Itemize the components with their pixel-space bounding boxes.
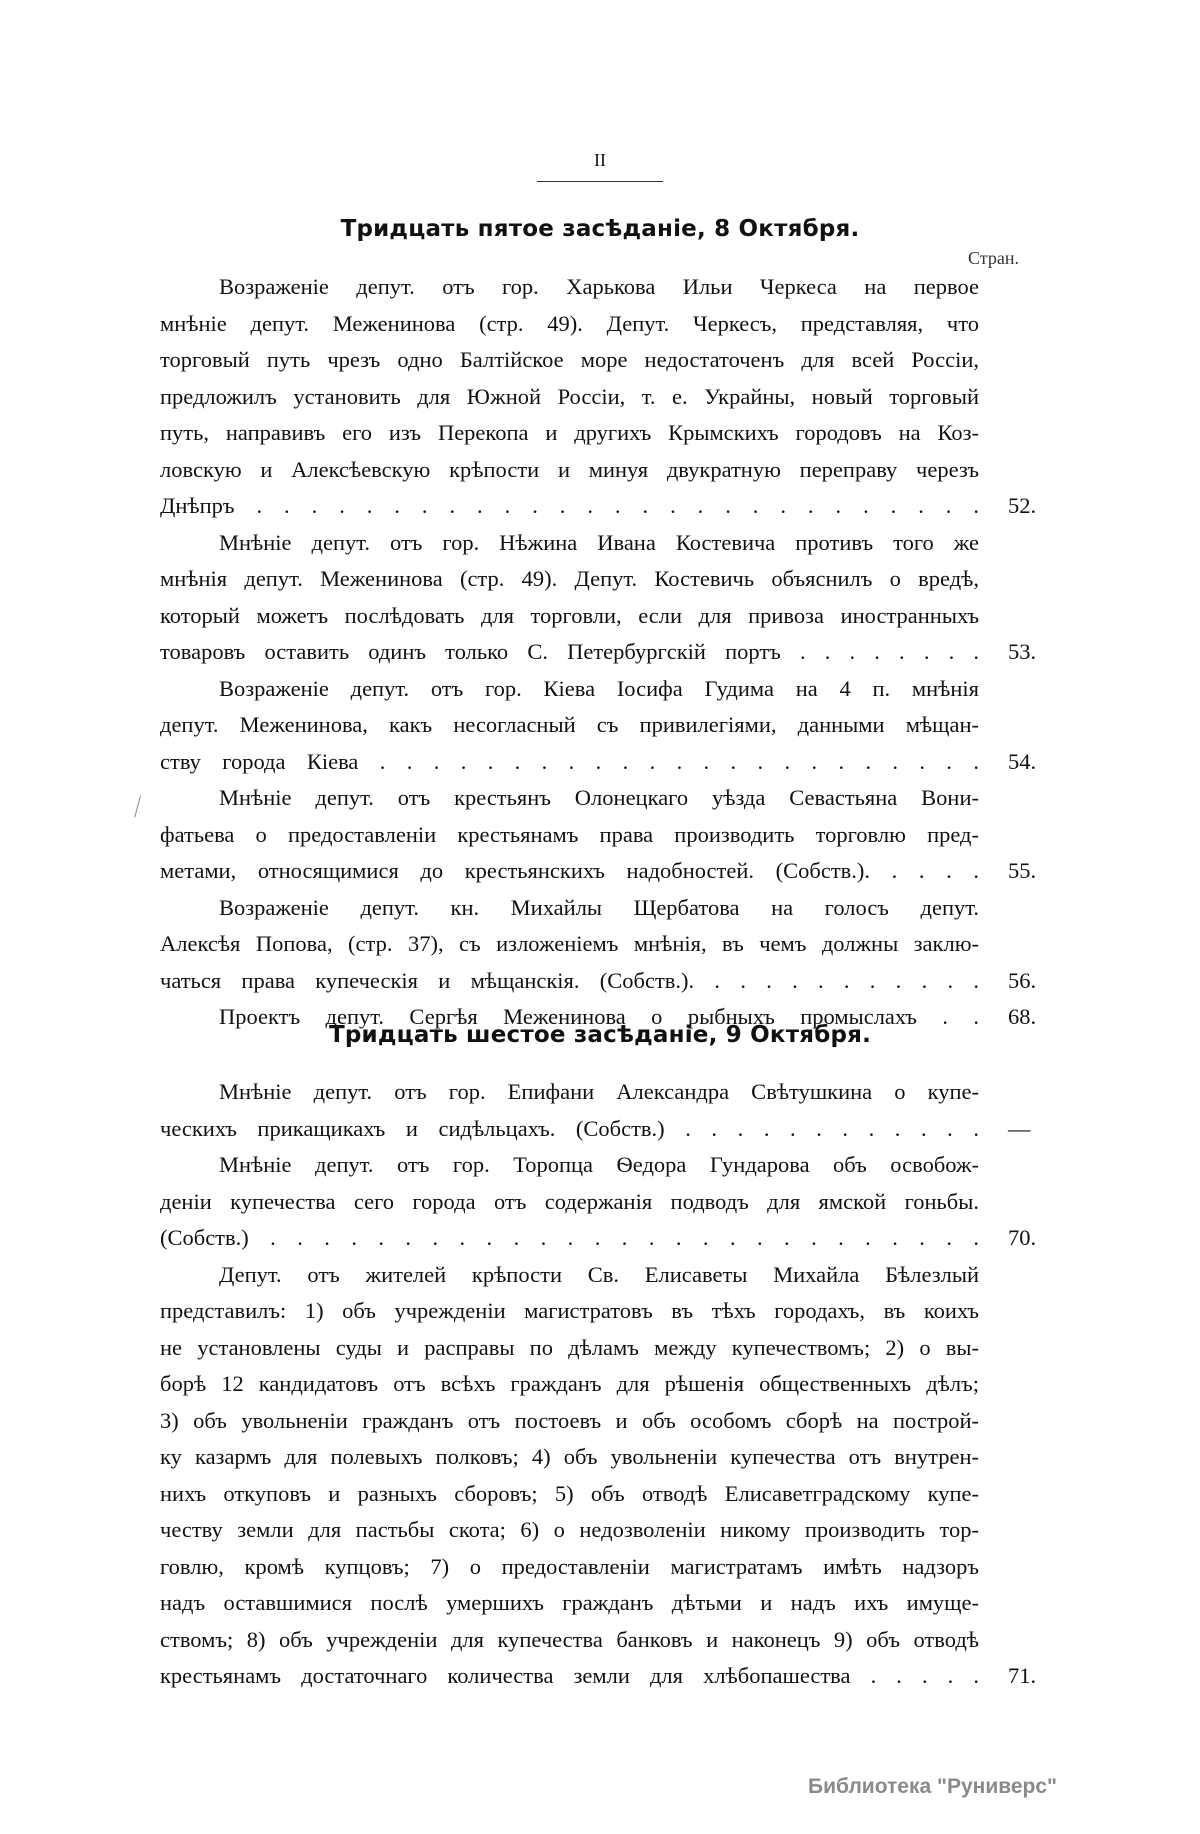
entry-text-line: фатьева о предоставленіи крестьянамъ права производить торговлю пред- (160, 821, 979, 847)
toc-entry (160, 269, 1037, 525)
entry-page-number: 68. (1008, 1004, 1037, 1029)
entry-text-line: Алексѣя Попова, (стр. 37), съ изложеніемъ мнѣнія, въ чемъ должны заклю- (160, 931, 979, 956)
page-number: II (594, 150, 606, 170)
entry-page-number: 56. (1008, 967, 1037, 993)
entry-text-line: (Собств.) . . . . . . . . . . . . . . . . . . . . . . . . . . . (160, 1225, 979, 1250)
entry-text-line: Мнѣніе депут. отъ крестьянъ Олонецкаго уѣзда Севастьяна Вони- (219, 785, 979, 810)
entry-text-line: 3) объ увольненіи гражданъ отъ постоевъ и объ особомъ сборѣ на построй- (160, 1407, 979, 1433)
library-watermark: Библиотека "Руниверс" (808, 1775, 1058, 1798)
toc-entry (160, 1147, 1037, 1257)
toc-entry (160, 671, 1037, 781)
entry-text-line: Мнѣніе депут. отъ гор. Торопца Ѳедора Гундарова объ освобож- (219, 1152, 979, 1177)
entry-text-line: ству города Кіева . . . . . . . . . . . . . . . . . . . . . . . (160, 748, 979, 774)
entry-text-line: надъ оставшимися послѣ умершихъ гражданъ дѣтьми и надъ ихъ имуще- (160, 1590, 979, 1615)
toc-entry (160, 1257, 1037, 1695)
entry-text-line: предложилъ установить для Южной Россіи, т. е. Украйны, новый торговый (160, 383, 979, 409)
entry-text-line: крестьянамъ достаточнаго количества земли для хлѣбопашества . . . . . (160, 1663, 979, 1688)
entry-page-number: 71. (1008, 1663, 1037, 1688)
toc-entry (160, 525, 1037, 671)
toc-section (160, 1074, 1037, 1695)
section-heading: Тридцать пятое засѣданіе, 8 Октября. (340, 216, 860, 242)
entry-text-line: Проектъ депут. Сергѣя Меженинова о рыбныхъ промыслахъ . . (219, 1004, 979, 1029)
entry-text-line: Мнѣніе депут. отъ гор. Нѣжина Ивана Костевича противъ того же (219, 529, 979, 555)
entry-text-line: ствомъ; 8) объ учрежденіи для купечества банковъ и наконецъ 9) объ отводѣ (160, 1626, 979, 1652)
entry-text-line: ческихъ прикащикахъ и сидѣльцахъ. (Собств.) . . . . . . . . . . . . (160, 1115, 979, 1141)
entry-text-line: говлю, кромѣ купцовъ; 7) о предоставленіи магистратамъ имѣть надзоръ (160, 1553, 979, 1579)
entry-page-number: 52. (1008, 493, 1037, 518)
entry-text-line: Депут. отъ жителей крѣпости Св. Елисаветы Михайла Бѣлезлый (219, 1261, 979, 1287)
header-rule (537, 181, 663, 182)
entry-text-line: торговый путь чрезъ одно Балтійское море недостаточенъ для всей Россіи, (160, 347, 979, 372)
entry-text-line: нихъ откуповъ и разныхъ сборовъ; 5) объ отводѣ Елисаветградскому купе- (160, 1480, 979, 1506)
entry-text-line: Возраженіе депут. отъ гор. Кіева Іосифа Гудима на 4 п. мнѣнія (219, 675, 979, 701)
entry-page-number: 55. (1008, 858, 1037, 883)
entry-text-line: путь, направивъ его изъ Перекопа и другихъ Крымскихъ городовъ на Коз- (160, 420, 979, 445)
entry-text-line: метами, относящимися до крестьянскихъ надобностей. (Собств.). . . . . (160, 858, 979, 883)
entry-page-number: 70. (1008, 1225, 1037, 1250)
entry-text-line: ку казармъ для полевыхъ полковъ; 4) объ увольненіи купечества отъ внутрен- (160, 1444, 979, 1469)
entry-text-line: честву земли для пастьбы скота; 6) о недозволеніи никому производить тор- (160, 1517, 979, 1542)
margin-mark (134, 796, 143, 818)
toc-section (160, 269, 1037, 1036)
entry-page-number: 53. (1008, 639, 1037, 664)
entry-text-line: который можетъ послѣдовать для торговли, если для привоза иностранныхъ (160, 602, 979, 628)
entry-page-number: — (1008, 1115, 1031, 1141)
entry-text-line: Мнѣніе депут. отъ гор. Епифани Александра Свѣтушкина о купе- (219, 1079, 979, 1104)
entry-text-line: товаровъ оставить одинъ только С. Петербургскій портъ . . . . . . . . (160, 639, 979, 664)
entry-text-line: деніи купечества сего города отъ содержанія подводъ для ямской гоньбы. (160, 1188, 979, 1214)
entry-page-number: 54. (1008, 748, 1037, 774)
toc-entry (160, 780, 1037, 890)
entry-text-line: Днѣпръ . . . . . . . . . . . . . . . . . . . . . . . . . . . (160, 493, 979, 518)
entry-text-line: мнѣніе депут. Меженинова (стр. 49). Депут. Черкесъ, представляя, что (160, 310, 979, 336)
toc-entry (160, 890, 1037, 1000)
entry-text-line: борѣ 12 кандидатовъ отъ всѣхъ гражданъ для рѣшенія общественныхъ дѣлъ; (160, 1371, 979, 1396)
section-heading: Тридцать шестое засѣданіе, 9 Октября. (328, 1022, 872, 1048)
page-column-header: Стран. (968, 248, 1019, 268)
entry-text-line: не установлены суды и расправы по дѣламъ между купечествомъ; 2) о вы- (160, 1334, 979, 1360)
entry-text-line: представилъ: 1) объ учрежденіи магистратовъ въ тѣхъ городахъ, въ коихъ (160, 1298, 979, 1323)
entry-text-line: Возраженіе депут. кн. Михайлы Щербатова на голосъ депут. (219, 894, 979, 920)
toc-entry (160, 1074, 1031, 1147)
entry-text-line: Возраженіе депут. отъ гор. Харькова Ильи Черкеса на первое (219, 274, 979, 299)
entry-text-line: чаться права купеческія и мѣщанскія. (Собств.). . . . . . . . . . . . (160, 967, 979, 993)
entry-text-line: депут. Меженинова, какъ несогласный съ привилегіями, данными мѣщан- (160, 712, 979, 737)
entry-text-line: ловскую и Алексѣевскую крѣпости и минуя двукратную переправу черезъ (160, 456, 979, 482)
entry-text-line: мнѣнія депут. Меженинова (стр. 49). Депут. Костевичь объяснилъ о вредѣ, (160, 566, 979, 591)
